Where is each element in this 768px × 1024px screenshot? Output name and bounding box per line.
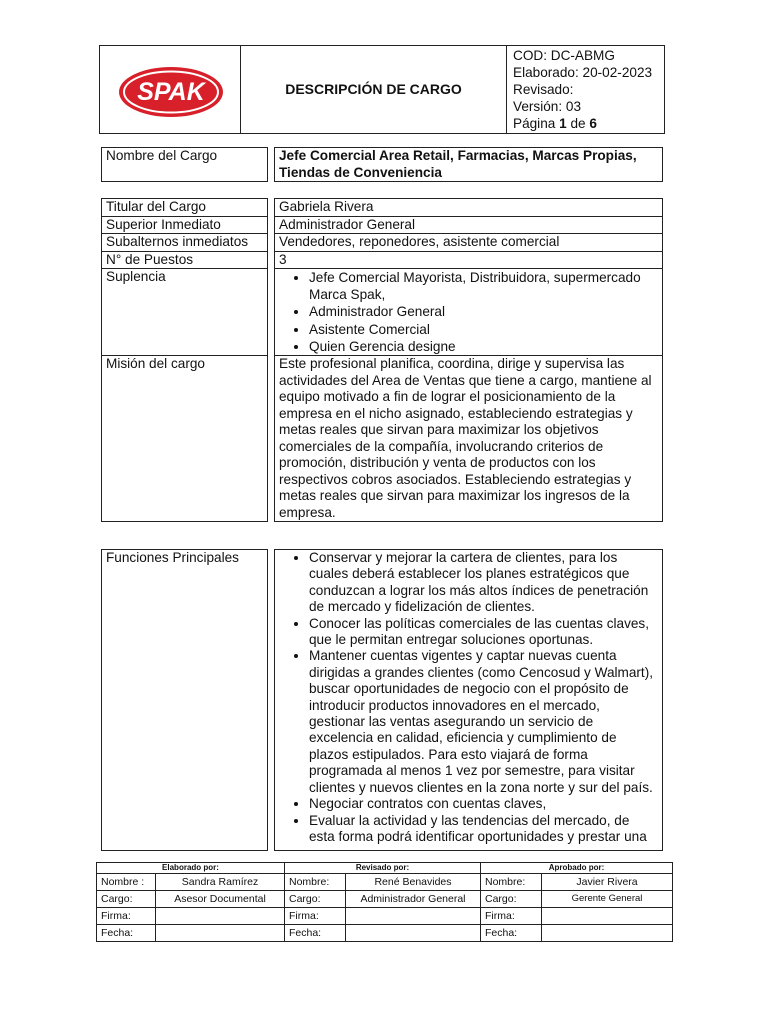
cargo-label: Cargo: <box>97 891 156 908</box>
titular-label: Titular del Cargo <box>102 199 268 217</box>
document-meta <box>507 46 665 134</box>
cargo-label: Cargo: <box>285 891 346 908</box>
mision-label: Misión del cargo <box>102 356 268 522</box>
list-item: • Evaluar la actividad y las tendencias del mercado, de esta forma podrá identificar oportunidades y prestar una <box>309 813 658 846</box>
suplencia-value <box>275 269 663 356</box>
puestos-label: N° de Puestos <box>102 251 268 269</box>
doc-elaborado: Elaborado: 20-02-2023 <box>513 65 653 80</box>
logo-cell <box>100 46 241 134</box>
functions-value <box>275 550 663 851</box>
doc-revisado: Revisado: <box>513 82 574 97</box>
doc-version: Versión: 03 <box>513 99 582 114</box>
firma-label: Firma: <box>481 908 542 925</box>
nombre-label: Nombre: <box>285 874 346 891</box>
functions-list <box>279 550 658 845</box>
superior-value: Administrador General <box>275 216 663 234</box>
titular-value: Gabriela Rivera <box>275 199 663 217</box>
nombre-label: Nombre: <box>481 874 542 891</box>
spak-logo <box>118 66 224 118</box>
puestos-value: 3 <box>275 251 663 269</box>
fecha-value <box>346 925 481 942</box>
elaborado-header: Elaborado por: <box>97 863 285 874</box>
job-name-table <box>101 147 663 182</box>
fecha-label: Fecha: <box>285 925 346 942</box>
revisado-header: Revisado por: <box>285 863 481 874</box>
fecha-label: Fecha: <box>97 925 156 942</box>
job-name-label: Nombre del Cargo <box>102 148 268 182</box>
suplencia-list <box>279 269 658 355</box>
subalternos-label: Subalternos inmediatos <box>102 234 268 252</box>
superior-label: Superior Inmediato <box>102 216 268 234</box>
list-item: • Conservar y mejorar la cartera de clientes, para los cuales deberá establecer los planes estratégicos que conduzcan a lograr los más altos índices de penetración de mercado y fidelización de clientes. <box>309 550 658 616</box>
list-item: • Quien Gerencia designe <box>309 338 658 355</box>
cargo-value: Administrador General <box>346 891 481 908</box>
fecha-label: Fecha: <box>481 925 542 942</box>
aprobado-header: Aprobado por: <box>481 863 673 874</box>
cargo-value: Gerente General <box>542 891 673 908</box>
list-item: • Mantener cuentas vigentes y captar nuevas cuenta dirigidas a grandes clientes (como Cencosud y Walmart), buscar oportunidades de negocio con el propósito de introducir productos innovadores en el mercado, gestionar las ventas asegurando un servicio de excelencia en calidad, eficiencia y cumplimiento de plazos estipulados. Para esto viajará de forma programada al menos 1 vez por semestre, para visitar clientes y nuevos clientes en la zona norte y sur del país. <box>309 648 658 796</box>
functions-table <box>101 549 663 851</box>
nombre-value: Javier Rivera <box>542 874 673 891</box>
list-item: • Asistente Comercial <box>309 321 658 338</box>
firma-value <box>346 908 481 925</box>
subalternos-value: Vendedores, reponedores, asistente comercial <box>275 234 663 252</box>
functions-label: Funciones Principales <box>102 550 268 851</box>
fecha-value <box>156 925 285 942</box>
doc-code: COD: DC-ABMG <box>513 48 615 63</box>
cargo-label: Cargo: <box>481 891 542 908</box>
cargo-value: Asesor Documental <box>156 891 285 908</box>
nombre-value: René Benavides <box>346 874 481 891</box>
list-item: • Negociar contratos con cuentas claves, <box>309 796 658 812</box>
firma-label: Firma: <box>97 908 156 925</box>
logo-text: SPAK <box>137 78 205 106</box>
nombre-label: Nombre : <box>97 874 156 891</box>
suplencia-label: Suplencia <box>102 269 268 356</box>
nombre-value: Sandra Ramírez <box>156 874 285 891</box>
document-header <box>99 45 665 134</box>
approval-table <box>96 862 673 942</box>
doc-page: Página 1 de 6 <box>513 116 597 131</box>
list-item: • Administrador General <box>309 303 658 320</box>
mision-value: Este profesional planifica, coordina, dirige y supervisa las actividades del Area de Ventas que tiene a cargo, mantiene al equipo motivado a fin de lograr el posicionamiento de la empresa en el nicho asignado, estableciendo estrategias y metas reales que sirvan para maximizar los objetivos comerciales de la compañía, involucrando criterios de promoción, distribución y venta de productos con los respectivos cobros asociados. Estableciendo estrategias y metas reales que sirvan para maximizar los ingresos de la empresa. <box>275 356 663 522</box>
list-item: • Jefe Comercial Mayorista, Distribuidora, supermercado Marca Spak, <box>309 269 658 303</box>
firma-label: Firma: <box>285 908 346 925</box>
firma-value <box>156 908 285 925</box>
firma-value <box>542 908 673 925</box>
job-name-value: Jefe Comercial Area Retail, Farmacias, Marcas Propias, Tiendas de Conveniencia <box>275 148 663 182</box>
document-title: DESCRIPCIÓN DE CARGO <box>241 46 507 134</box>
job-info-table <box>101 198 663 522</box>
fecha-value <box>542 925 673 942</box>
list-item: • Conocer las políticas comerciales de las cuentas claves, que le permitan entregar soluciones oportunas. <box>309 616 658 649</box>
